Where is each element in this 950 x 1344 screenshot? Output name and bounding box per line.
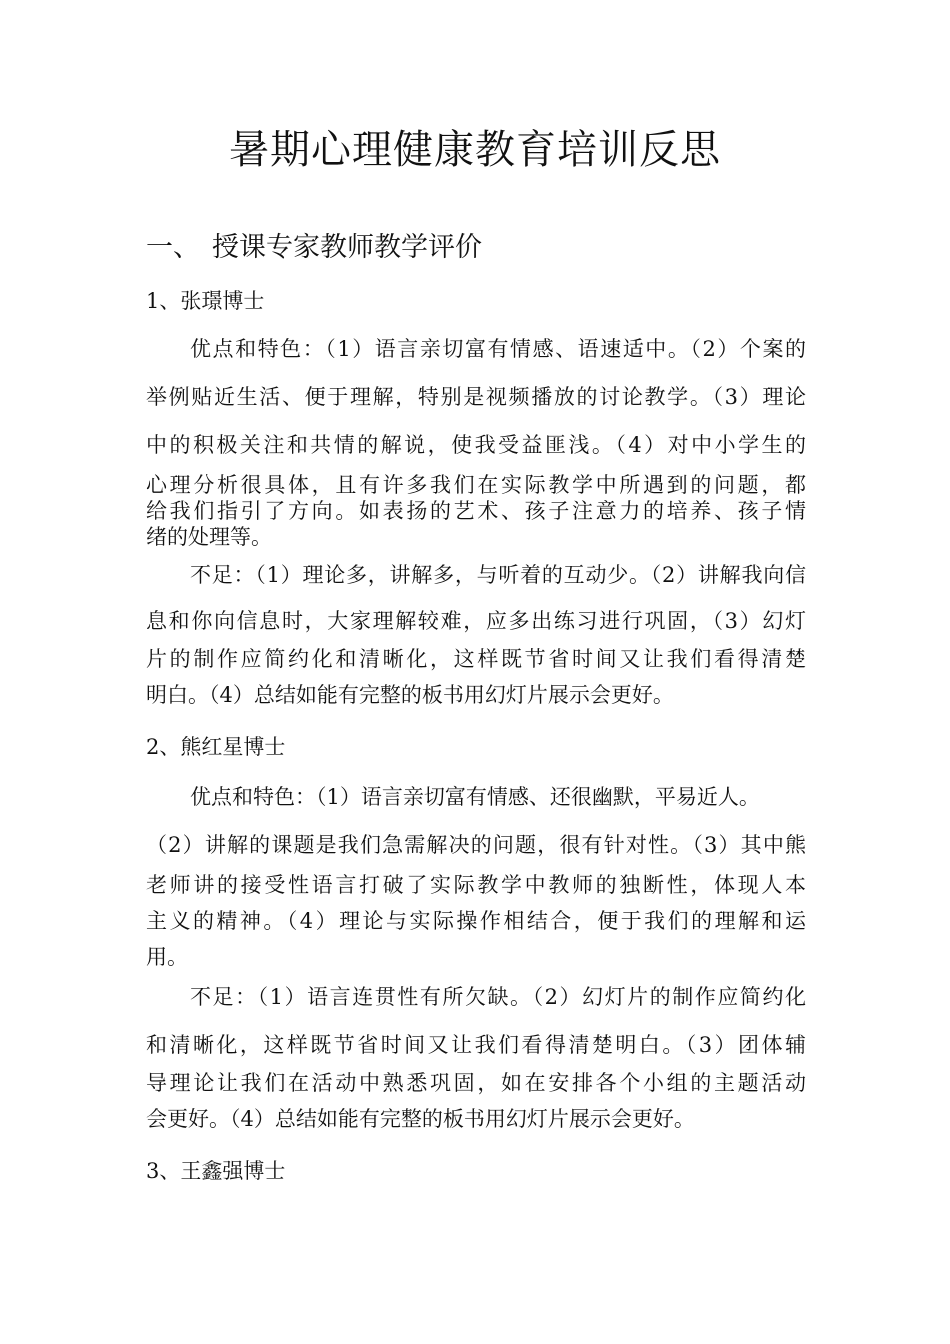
paragraph-line: 中的积极关注和共情的解说，使我受益匪浅。（4）对中小学生的	[146, 433, 806, 457]
paragraph-line: 老师讲的接受性语言打破了实际教学中教师的独断性，体现人本	[146, 873, 806, 897]
paragraph-line: 明白。（4）总结如能有完整的板书用幻灯片展示会更好。	[146, 683, 674, 707]
paragraph-line: 息和你向信息时，大家理解较难，应多出练习进行巩固，（3）幻灯	[146, 609, 806, 633]
paragraph-line: 给我们指引了方向。如表扬的艺术、孩子注意力的培养、孩子情	[146, 499, 806, 523]
paragraph-line: 和清晰化，这样既节省时间又让我们看得清楚明白。（3）团体辅	[146, 1033, 806, 1057]
section-heading-text: 授课专家教师教学评价	[212, 232, 482, 263]
paragraph-line: 优点和特色：（1）语言亲切富有情感、还很幽默，平易近人。	[190, 785, 760, 809]
paragraph-line: 优点和特色：（1）语言亲切富有情感、语速适中。（2）个案的	[190, 337, 806, 361]
paragraph-line: 会更好。（4）总结如能有完整的板书用幻灯片展示会更好。	[146, 1107, 695, 1131]
paragraph-line: 绪的处理等。	[146, 525, 272, 549]
paragraph-line: 举例贴近生活、便于理解，特别是视频播放的讨论教学。（3）理论	[146, 385, 806, 409]
expert-name: 3、王鑫强博士	[146, 1159, 286, 1183]
expert-name: 2、熊红星博士	[146, 735, 286, 759]
paragraph-line: 心理分析很具体，且有许多我们在实际教学中所遇到的问题，都	[146, 473, 806, 497]
paragraph-line: 导理论让我们在活动中熟悉巩固，如在安排各个小组的主题活动	[146, 1071, 806, 1095]
paragraph-line: 用。	[146, 945, 188, 969]
paragraph-line: （2）讲解的课题是我们急需解决的问题，很有针对性。（3）其中熊	[146, 833, 806, 857]
paragraph-line: 片的制作应简约化和清晰化，这样既节省时间又让我们看得清楚	[146, 647, 806, 671]
section-heading	[146, 228, 482, 268]
paragraph-line: 主义的精神。（4）理论与实际操作相结合，便于我们的理解和运	[146, 909, 806, 933]
paragraph-line: 不足：（1）语言连贯性有所欠缺。（2）幻灯片的制作应简约化	[190, 985, 806, 1009]
document-title: 暑期心理健康教育培训反思	[229, 127, 721, 173]
expert-name: 1、张璟博士	[146, 289, 265, 313]
paragraph-line: 不足：（1）理论多，讲解多，与听着的互动少。（2）讲解我向信	[190, 563, 806, 587]
section-number: 一、	[146, 232, 200, 263]
